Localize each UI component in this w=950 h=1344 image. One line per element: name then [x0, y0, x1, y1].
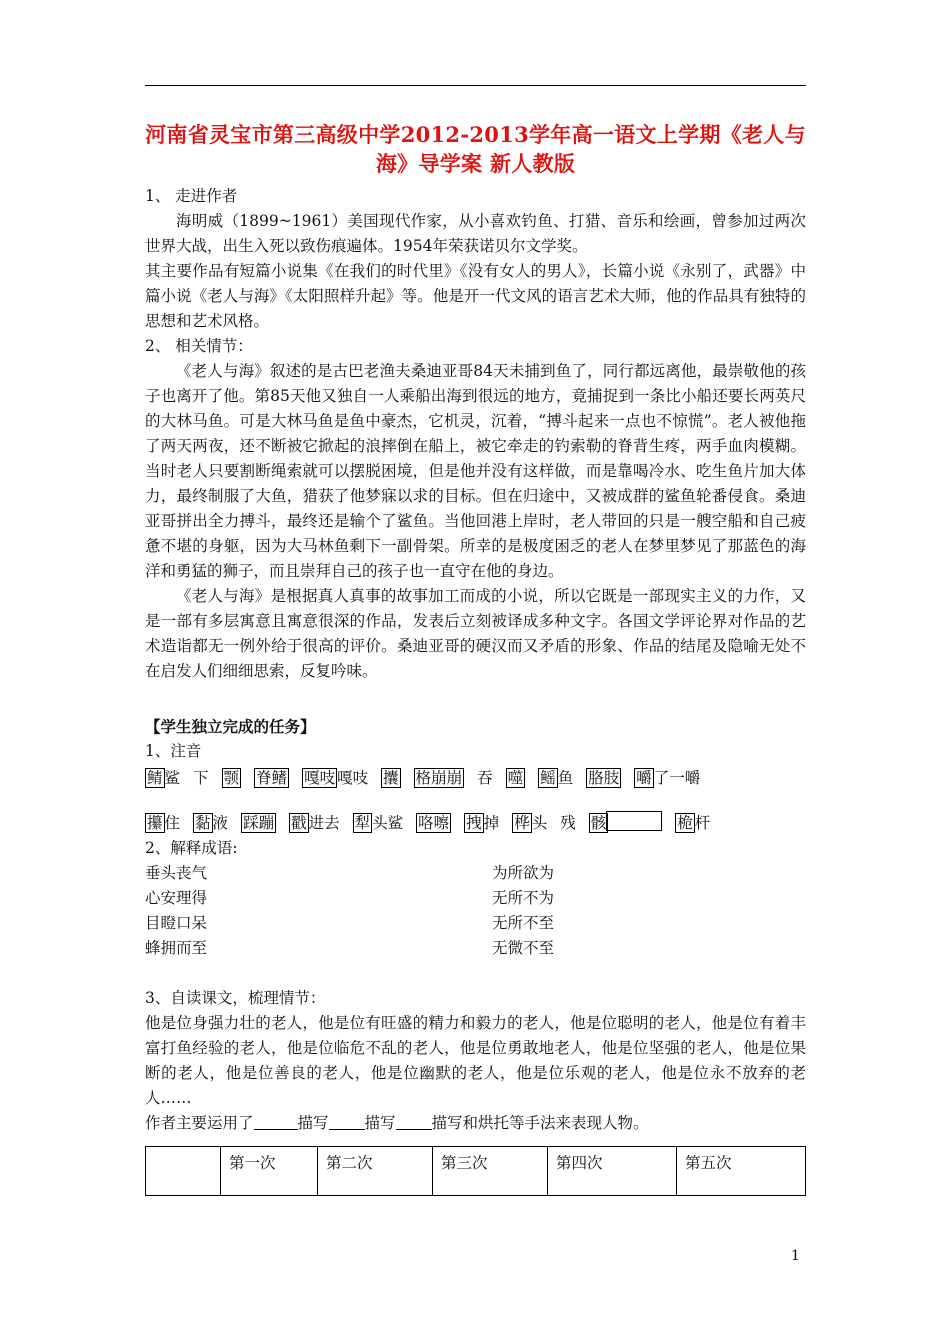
idiom-left: 目瞪口呆 — [145, 914, 208, 932]
pinyin-item — [353, 811, 404, 836]
method-text: 描写 — [297, 1114, 329, 1132]
pinyin-row-1 — [145, 766, 806, 791]
pinyin-box[interactable]: 攥 — [147, 814, 163, 832]
section1-para2: 其主要作品有短篇小说集《在我们的时代里》《没有女人的男人》，长篇小说《永别了，武器》中篇小说《老人与海》《太阳照样升起》等。他是开一代文风的语言艺术大师，他的作品具有独特的思想和艺术风格。 — [145, 262, 806, 330]
method-text: 作者主要运用了 — [145, 1114, 254, 1132]
tasks-heading: 【学生独立完成的任务】 — [145, 717, 316, 736]
pinyin-box[interactable]: 咯嚓 — [418, 814, 450, 832]
pinyin-box[interactable]: 戳 — [291, 814, 307, 832]
answer-blank[interactable] — [396, 1113, 432, 1130]
pinyin-text: 了一嚼 — [653, 769, 701, 787]
pinyin-text: 吞 — [477, 769, 493, 787]
pinyin-item — [675, 811, 710, 836]
header-rule — [145, 85, 806, 86]
pinyin-box[interactable]: 格崩崩 — [415, 769, 463, 787]
pinyin-item — [241, 811, 276, 836]
plot-table — [145, 1146, 806, 1196]
pinyin-text: 残 — [560, 814, 576, 832]
pinyin-text: 进去 — [308, 814, 340, 832]
plot-heading: 3、自读课文，梳理情节： — [145, 989, 326, 1007]
plot-paragraph: 他是位身强力壮的老人，他是位有旺盛的精力和毅力的老人，他是位聪明的老人，他是位有着丰富打鱼经验的老人，他是位临危不乱的老人，他是位勇敢地老人，他是位坚强的老人，他是位果断的老人，他是位善良的老人，他是位幽默的老人，他是位乐观的老人，他是位永不放弃的老人…… — [145, 1014, 806, 1107]
pinyin-text: 下 — [193, 769, 209, 787]
idiom-right: 无所不至 — [492, 914, 555, 932]
pinyin-box[interactable]: 鲭 — [147, 769, 163, 787]
pinyin-item — [302, 766, 368, 791]
pinyin-box[interactable]: 拽 — [466, 814, 482, 832]
pinyin-item — [222, 766, 242, 791]
pinyin-item — [414, 766, 465, 791]
pinyin-item — [416, 811, 451, 836]
pinyin-text: 鱼 — [557, 769, 574, 787]
pinyin-text: 杆 — [694, 814, 711, 832]
document-title: 河南省灵宝市第三高级中学2012-2013学年高一语文上学期《老人与海》导学案 新人教版 — [145, 122, 806, 176]
pinyin-box[interactable]: 嚼 — [636, 769, 652, 787]
pinyin-text: 鲨 — [164, 769, 181, 787]
table-cell: 第四次 — [548, 1147, 677, 1196]
section2-heading: 2、 相关情节： — [145, 337, 253, 355]
table-cell: 第二次 — [318, 1147, 433, 1196]
pinyin-box[interactable]: 脊鳍 — [256, 769, 288, 787]
pinyin-item — [589, 811, 663, 836]
pinyin-box[interactable]: 颚 — [223, 769, 240, 787]
pinyin-item — [506, 766, 526, 791]
page-number: 1 — [791, 1248, 800, 1264]
pinyin-item — [193, 766, 209, 791]
idiom-left: 垂头丧气 — [145, 864, 208, 882]
pinyin-item — [145, 811, 180, 836]
pinyin-heading: 1、注音 — [145, 742, 202, 760]
idiom-left: 心安理得 — [145, 889, 208, 907]
pinyin-item — [193, 811, 228, 836]
pinyin-item — [634, 766, 700, 791]
pinyin-item — [560, 811, 576, 836]
pinyin-box[interactable]: 犁 — [354, 814, 371, 832]
idiom-list — [145, 861, 806, 961]
pinyin-box[interactable]: 攮 — [383, 769, 399, 787]
pinyin-box[interactable]: 黏 — [195, 814, 211, 832]
pinyin-row-2 — [145, 811, 806, 836]
pinyin-item — [477, 766, 493, 791]
table-cell: 第一次 — [221, 1147, 318, 1196]
table-cell — [146, 1147, 221, 1196]
pinyin-box[interactable]: 噬 — [507, 769, 524, 787]
idiom-right: 无所不为 — [492, 889, 555, 907]
idiom-right: 无微不至 — [492, 939, 555, 957]
pinyin-text: 嘎吱 — [337, 769, 369, 787]
pinyin-item — [145, 766, 180, 791]
pinyin-text: 液 — [212, 814, 229, 832]
document-body — [145, 120, 806, 1136]
method-line — [145, 1111, 806, 1136]
pinyin-item — [464, 811, 499, 836]
table-row — [146, 1147, 806, 1196]
pinyin-box[interactable]: 桅 — [677, 814, 693, 832]
pinyin-item — [538, 766, 573, 791]
pinyin-box[interactable]: 踩蹦 — [243, 814, 275, 832]
pinyin-text: 头鲨 — [372, 814, 404, 832]
pinyin-item — [512, 811, 547, 836]
idiom-heading: 2、解释成语: — [145, 839, 238, 857]
answer-blank[interactable] — [254, 1113, 298, 1130]
pinyin-text: 住 — [164, 814, 181, 832]
pinyin-text: 掉 — [483, 814, 500, 832]
pinyin-box[interactable]: 鳐 — [540, 769, 556, 787]
section1-para1: 海明威（1899~1961）美国现代作家，从小喜欢钓鱼、打猎、音乐和绘画，曾参加过两次世界大战，出生入死以致伤痕遍体。1954年荣获诺贝尔文学奖。 — [145, 212, 806, 255]
table-cell: 第三次 — [433, 1147, 548, 1196]
pinyin-answer-box[interactable] — [606, 811, 662, 831]
pinyin-item — [381, 766, 401, 791]
pinyin-item — [586, 766, 621, 791]
method-text: 描写和烘托等手法来表现人物。 — [431, 1114, 649, 1132]
pinyin-box[interactable]: 桦 — [514, 814, 530, 832]
section1-heading: 1、 走进作者 — [145, 187, 238, 205]
pinyin-item — [254, 766, 289, 791]
pinyin-item — [289, 811, 340, 836]
pinyin-box[interactable]: 嘎吱 — [304, 769, 336, 787]
section2-para1: 《老人与海》叙述的是古巴老渔夫桑迪亚哥84天未捕到鱼了，同行都远离他，最崇敬他的孩子也离开了他。第85天他又独自一人乘船出海到很远的地方，竟捕捉到一条比小船还要长两英尺的大林马鱼。可是大林马鱼是鱼中豪杰，它机灵，沉着，“搏斗起来一点也不惊慌”。老人被他拖了两天两夜，还不断被它掀起的浪摔倒在船上，被它牵走的钓索勒的脊背生疼，两手血肉模糊。当时老人只要割断绳索就可以摆脱困境，但是他并没有这样做，而是靠喝冷水、吃生鱼片加大体力，最终制服了大鱼，猎获了他梦寐以求的目标。但在归途中，又被成群的鲨鱼轮番侵食。桑迪亚哥拼出全力搏斗，最终还是输个了鲨鱼。当他回港上岸时，老人带回的只是一艘空船和自己疲惫不堪的身躯，因为大马林鱼剩下一副骨架。所幸的是极度困乏的老人在梦里梦见了那蓝色的海洋和勇猛的狮子，而且崇拜自己的孩子也一直守在他的身边。 — [145, 362, 806, 580]
idiom-left: 蜂拥而至 — [145, 939, 208, 957]
method-text: 描写 — [364, 1114, 396, 1132]
pinyin-box[interactable]: 胳肢 — [588, 769, 620, 787]
table-cell: 第五次 — [677, 1147, 806, 1196]
idiom-right: 为所欲为 — [492, 864, 555, 882]
section2-para2: 《老人与海》是根据真人真事的故事加工而成的小说，所以它既是一部现实主义的力作，又是一部有多层寓意且寓意很深的作品，发表后立刻被译成多种文字。各国文学评论界对作品的艺术造诣都无一例外给于很高的评价。桑迪亚哥的硬汉而又矛盾的形象、作品的结尾及隐喻无处不在启发人们细细思索，反复吟味。 — [145, 587, 806, 680]
pinyin-text: 头 — [531, 814, 548, 832]
answer-blank[interactable] — [329, 1113, 365, 1130]
pinyin-box[interactable]: 骸 — [590, 814, 607, 832]
